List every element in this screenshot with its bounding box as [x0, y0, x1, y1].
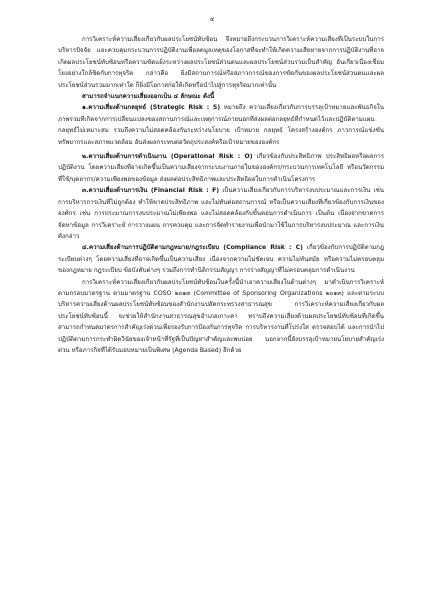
operational-risk-paragraph	[58, 151, 384, 185]
financial-risk-title: ๓.ความเสี่ยงด้านการเงิน (Financial Risk : F)	[82, 187, 220, 195]
compliance-risk-title: ๔.ความเสี่ยงด้านการปฏิบัติตามกฎหมาย/กฎระเบียบ (Compliance Risk : C)	[82, 244, 303, 252]
page-body	[58, 34, 384, 356]
page-number: ๕	[209, 16, 215, 23]
operational-risk-body: เกี่ยวข้องกับประสิทธิภาพ ประสิทธิผลหรือผลการปฏิบัติงาน โดยความเสี่ยงที่อาจเกิดขึ้นเป็นความเสี่ยงจากระบบงานภายในขององค์กร/กระบวนการเทคโนโลยี หรือนวัตกรรมที่ใช้/บุคลากร/ความเพียงพอของข้อมูล ส่งผลต่อประสิทธิภาพและประสิทธิผลในการดำเนินโครงการ	[58, 153, 385, 183]
financial-risk-body: เป็นความเสี่ยงเกี่ยวกับการบริหารงบประมาณและการเงิน เช่น การบริหารการเงินที่ไม่ถูกต้อง ทำให้ขาดประสิทธิภาพ และไม่ทันต่อสถานการณ์ หรือเป็นความเสี่ยงที่เกี่ยวข้องกับการเงินขององค์กร เช่น การประมาณการงบประมาณไม่เพียงพอ และไม่สอดคล้องกับขั้นตอนการดำเนินการ เป็นต้น เนื่องจากขาดการจัดหาข้อมูล การวิเคราะห์ การวางแผน การควบคุม และการจัดทำรายงานเพื่อนำมาใช้ในการบริหารงบประมาณ และการเงินดังกล่าว	[58, 187, 384, 240]
strategic-risk-body: หมายถึง ความเสี่ยงเกี่ยวกับการบรรลุเป้าหมายและพันธกิจในภาพรวมที่เกิดจากการเปลี่ยนแปลงของสถานการณ์และเหตุการณ์ภายนอกที่ส่งผลต่อกลยุทธ์ที่กำหนดไว้และปฏิบัติตามแผนกลยุทธ์ไม่เหมาะสม รวมถึงความไม่สอดคล้องกันระหว่างนโยบาย เป้าหมาย กลยุทธ์ โครงสร้างองค์กร ภาวการณ์แข่งขัน ทรัพยากรและสภาพแวดล้อม อันส่งผลกระทบต่อวัตถุประสงค์หรือเป้าหมายขององค์กร	[58, 104, 384, 146]
strategic-risk-title: ๑.ความเสี่ยงด้านกลยุทธ์ (Strategic Risk : S)	[82, 104, 221, 112]
intro-paragraph: การวิเคราะห์ความเสี่ยงเกี่ยวกับผลประโยชน์ทับซ้อน จึงหมายถึงกระบวนการวิเคราะห์ความเสี่ยงที่เป็นระบบในการบริหารปัจจัย และควบคุมกระบวนการปฏิบัติงานเพื่อลดมูลเหตุของโอกาสที่จะทำให้เกิดความเสียหายจากการปฏิบัติงานที่อาจเกิดผลประโยชน์ทับซ้อนหรือความขัดแย้งระหว่างผลประโยชน์ส่วนตนและผลประโยชน์ส่วนรวมเป็นสำคัญ อันเกี่ยวเนื่องเชื่อมโยงอย่างใกล้ชิดกับการทุจริต กล่าวคือ ยิ่งมีสถานการณ์หรือสภาวการณ์ของการขัดกันของผลประโยชน์ส่วนตนและผลประโยชน์ส่วนรวมมากเท่าใด ก็ยิ่งมีโอกาสก่อให้เกิดหรือนำไปสู่การทุจริตมากเท่านั้น	[58, 36, 384, 89]
strategic-risk-paragraph	[58, 102, 384, 148]
conclusion-paragraph: การวิเคราะห์ความเสี่ยงเกี่ยวกับผลประโยชน์ทับซ้อนในครั้งนี้นำเอาความเสี่ยงในด้านต่างๆ มาดำเนินการวิเคราะห์ตามกรอบมาตรฐาน ตามมาตรฐาน COSO ๒๐๑๓ (Committee of Sponsoring Organizations ๒๐๑๓) และตามระบบบริหารความเสี่ยงด้านผลประโยชน์ทับซ้อนของสำนักงานปลัดกระทรวงสาธารณสุข การวิเคราะห์ความเสี่ยงเกี่ยวกับผลประโยชน์ทับซ้อนนี้ จะช่วยให้สำนักงานสาธารณสุขอำเภอเกาะคา ทราบถึงความเสี่ยงด้านผลประโยชน์ทับซ้อนที่เกิดขึ้น สามารถกำหนดมาตรการสำคัญเร่งด่วนเพื่อรองรับการป้องกันการทุจริต การบริหารงานที่โปร่งใส ตรวจสอบได้ และการนำไปปฏิบัติตามการกระทำผิดวินัยของเจ้าหน้าที่รัฐที่เป็นปัญหาสำคัญและพบบ่อย นอกจากนี้ยังบรรลุเป้าหมายนโยบายสำคัญเร่งด่วน หรือภารกิจที่ได้รับมอบหมายเป็นพิเศษ (Agenda Based) อีกด้วย	[58, 278, 384, 354]
risk-types-heading: สามารถจำแนกความเสี่ยงออกเป็น ๔ ลักษณะ ดังนี้	[82, 93, 215, 101]
compliance-risk-body: เกี่ยวข้องกับการปฏิบัติตามกฎระเบียบต่างๆ โดยความเสี่ยงที่อาจเกิดขึ้นเป็นความเสี่ยง เนื่องจากความไม่ชัดเจน ความไม่ทันสมัย หรือความไม่ครอบคลุมของกฎหมาย กฎระเบียบ ข้อบังคับต่างๆ รวมถึงการทำนิติกรรมสัญญา การร่างสัญญาที่ไม่ครอบคลุมการดำเนินงาน	[58, 244, 384, 275]
compliance-risk-paragraph	[58, 242, 384, 276]
operational-risk-title: ๒.ความเสี่ยงด้านการดำเนินงาน (Operational Risk : O)	[82, 153, 253, 161]
financial-risk-paragraph	[58, 185, 384, 242]
